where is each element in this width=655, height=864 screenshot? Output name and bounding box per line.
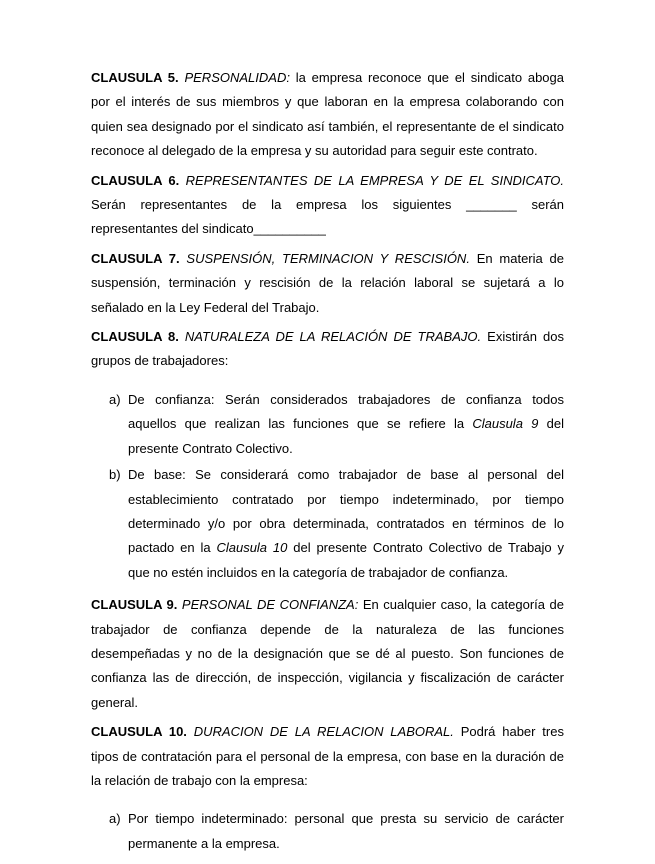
list-marker: a) xyxy=(109,391,121,407)
list-item-text: del presente Contrato Colectivo. xyxy=(128,416,564,456)
clause-reference: Clausula 10 xyxy=(216,540,288,556)
list-item-text: del presente Contrato Colectivo de Trabajo y que no estén incluidos en la categoría de trabajador de confianza. xyxy=(128,540,564,580)
clause-label: CLAUSULA 8. xyxy=(91,329,179,345)
clause-title: SUSPENSIÓN, TERMINACION Y RESCISIÓN. xyxy=(186,250,470,266)
clause-10-list xyxy=(91,807,564,856)
clause-label: CLAUSULA 10. xyxy=(91,724,187,740)
list-item xyxy=(91,388,564,461)
clause-title: REPRESENTANTES DE LA EMPRESA Y DE EL SINDICATO. xyxy=(185,172,564,188)
document-page xyxy=(91,66,564,864)
clause-text: Podrá haber tres tipos de contratación para el personal de la empresa, con base en la duración de la relación de trabajo con la empresa: xyxy=(91,724,564,788)
clause-8 xyxy=(91,325,564,374)
clause-label: CLAUSULA 6. xyxy=(91,172,180,188)
clause-label: CLAUSULA 9. xyxy=(91,597,178,613)
clause-label: CLAUSULA 7. xyxy=(91,250,180,266)
clause-8-list xyxy=(91,388,564,585)
list-item-text: De base: Se considerará como trabajador de base al personal del establecimiento contratado por tiempo indeterminado, por tiempo determinado y/o por obra determinada, contratados en términos de lo pactado en la xyxy=(128,467,564,556)
clause-text: En materia de suspensión, terminación y rescisión de la relación laboral se sujetará a lo señalado en la Ley Federal del Trabajo. xyxy=(91,250,564,315)
clause-text: Existirán dos grupos de trabajadores: xyxy=(91,329,564,369)
clause-label: CLAUSULA 5. xyxy=(91,70,179,85)
clause-5 xyxy=(91,66,564,164)
clause-title: DURACION DE LA RELACION LABORAL. xyxy=(193,724,454,740)
clause-title: NATURALEZA DE LA RELACIÓN DE TRABAJO. xyxy=(184,329,482,345)
clause-6 xyxy=(91,169,564,242)
clause-text: Serán representantes de la empresa los siguientes _______ serán representantes del sindicato__________ xyxy=(91,197,564,237)
clause-7 xyxy=(91,247,564,320)
clause-reference: Clausula 9 xyxy=(472,416,539,432)
list-item-text: Por tiempo indeterminado: personal que presta su servicio de carácter permanente a la empresa. xyxy=(128,811,564,851)
clause-10 xyxy=(91,720,564,793)
list-marker: b) xyxy=(109,467,121,483)
clause-text: En cualquier caso, la categoría de trabajador de confianza depende de la naturaleza de las funciones desempeñadas y no de la designación que se dé al puesto. Son funciones de confianza las de dirección, de inspección, vigilancia y fiscalización de carácter general. xyxy=(91,597,564,710)
clause-text: la empresa reconoce que el sindicato aboga por el interés de sus miembros y que laboran en la empresa colaborando con quien sea designado por el sindicato así también, el representante de el sindicato reconoce al delegado de la empresa y su autoridad para seguir este contrato. xyxy=(91,70,564,159)
clause-9 xyxy=(91,593,564,715)
clause-title: PERSONAL DE CONFIANZA: xyxy=(181,597,359,613)
list-marker: a) xyxy=(109,811,121,827)
list-item-text: De confianza: Serán considerados trabajadores de confianza todos aquellos que realizan las funciones que se refiere la xyxy=(128,391,564,432)
list-item xyxy=(91,463,564,585)
list-item xyxy=(91,807,564,856)
clause-title: PERSONALIDAD: xyxy=(184,70,290,85)
